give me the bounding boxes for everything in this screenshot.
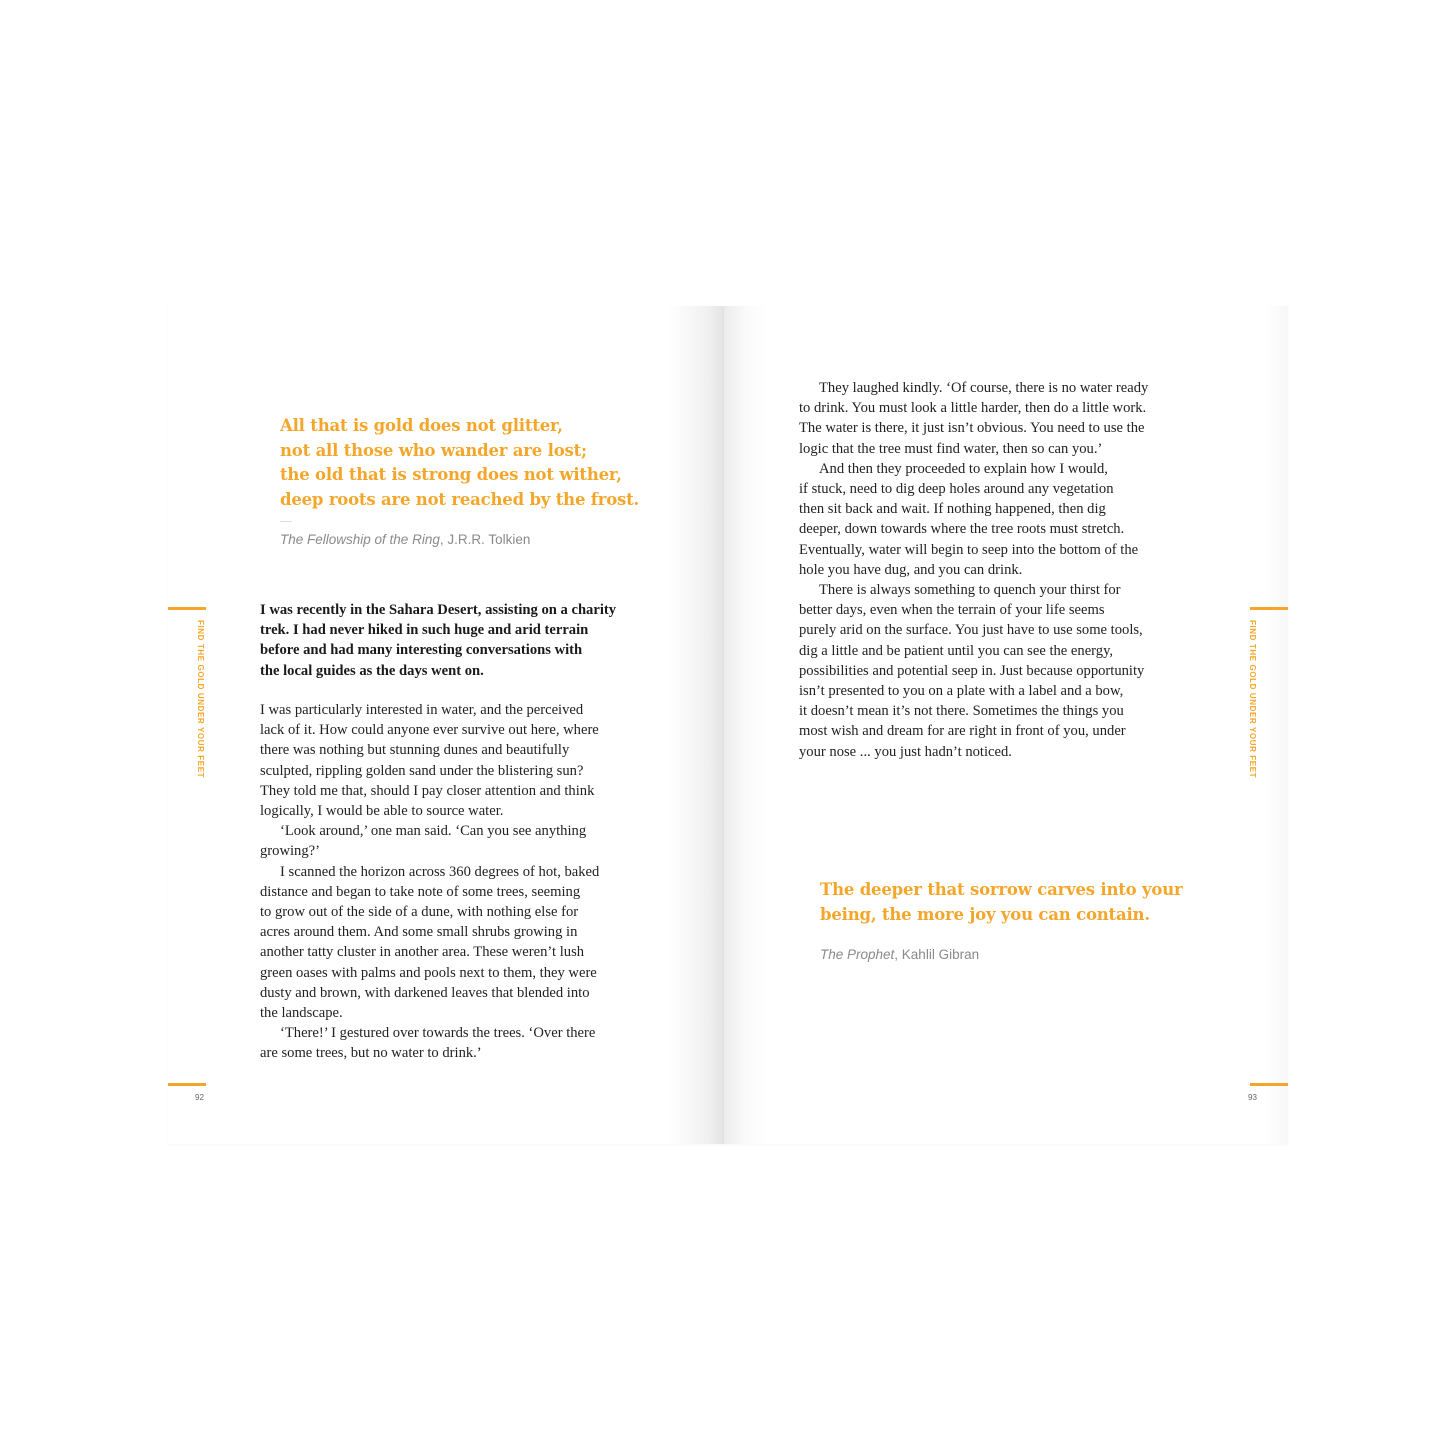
attribution-author: , Kahlil Gibran (894, 947, 980, 962)
quote-line: deep roots are not reached by the frost. (280, 489, 640, 509)
attribution-work: The Fellowship of the Ring (280, 532, 440, 547)
attribution-author: , J.R.R. Tolkien (439, 532, 531, 547)
text-line: I was recently in the Sahara Desert, assisting on a charity (260, 602, 617, 618)
text-line: acres around them. And some small shrubs growing in (260, 924, 578, 941)
text-line: The water is there, it just isn’t obvious. You need to use the (799, 420, 1145, 437)
text-line: logically, I would be able to source water. (260, 803, 504, 820)
text-line: to grow out of the side of a dune, with nothing else for (260, 904, 579, 921)
text-line: your nose ... you just hadn’t noticed. (799, 743, 1012, 760)
right-running-head: FIND THE GOLD UNDER YOUR FEET (1248, 620, 1257, 779)
text-line: They laughed kindly. ‘Of course, there is no water ready (819, 380, 1149, 396)
quote-line: being, the more joy you can contain. (820, 904, 1150, 924)
text-line: possibilities and potential seep in. Just because opportunity (799, 662, 1145, 679)
text-line: They told me that, should I pay closer attention and think (260, 782, 595, 799)
text-line: logic that the tree must find water, then so can you.’ (799, 440, 1103, 457)
left-intro-paragraph (260, 600, 616, 681)
left-quote-attribution (280, 532, 530, 547)
text-line: hole you have dug, and you can drink. (799, 561, 1023, 578)
text-line: the landscape. (260, 1005, 343, 1022)
quote-line: All that is gold does not glitter, (280, 416, 563, 435)
right-top-accent-bar (1250, 607, 1288, 610)
text-line: dig a little and be patient until you can see the energy, (799, 642, 1114, 659)
text-line: There is always something to quench your thirst for (819, 582, 1121, 599)
text-line: isn’t presented to you on a plate with a label and a bow, (799, 683, 1124, 700)
text-line: are some trees, but no water to drink.’ (260, 1045, 482, 1062)
text-line: And then they proceeded to explain how I would, (819, 460, 1108, 477)
text-line: there was nothing but stunning dunes and beautifully (260, 742, 570, 759)
right-body-text (799, 378, 1148, 762)
left-bottom-accent-bar (168, 1083, 206, 1086)
text-line: sculpted, rippling golden sand under the blistering sun? (260, 762, 584, 779)
text-line: distance and began to take note of some trees, seeming (260, 883, 581, 900)
text-line: the local guides as the days went on. (260, 662, 484, 679)
quote-line: The deeper that sorrow carves into your (820, 880, 1183, 899)
text-line: ‘Look around,’ one man said. ‘Can you see anything (280, 823, 587, 840)
text-line: I scanned the horizon across 360 degrees of hot, baked (280, 863, 600, 880)
text-line: better days, even when the terrain of your life seems (799, 602, 1105, 619)
left-body-text (260, 700, 599, 1064)
right-page-number: 93 (1248, 1093, 1257, 1102)
text-line: lack of it. How could anyone ever survive out here, where (260, 722, 599, 739)
left-epigraph-quote (280, 414, 639, 512)
right-bottom-accent-bar (1250, 1083, 1288, 1086)
text-line: another tatty cluster in another area. These weren’t lush (260, 944, 585, 961)
left-running-head: FIND THE GOLD UNDER YOUR FEET (196, 620, 205, 779)
text-line: growing?’ (260, 843, 320, 860)
left-top-accent-bar (168, 607, 206, 610)
text-line: I was particularly interested in water, and the perceived (260, 702, 584, 718)
text-line: Eventually, water will begin to seep into the bottom of the (799, 541, 1139, 558)
text-line: then sit back and wait. If nothing happened, then dig (799, 501, 1106, 518)
text-line: dusty and brown, with darkened leaves that blended into (260, 984, 590, 1001)
text-line: trek. I had never hiked in such huge and arid terrain (260, 622, 589, 639)
attribution-work: The Prophet (820, 947, 895, 962)
right-epigraph-quote (820, 878, 1183, 927)
text-line: purely arid on the surface. You just have to use some tools, (799, 622, 1143, 639)
text-line: deeper, down towards where the tree roots must stretch. (799, 521, 1125, 538)
text-line: most wish and dream for are right in front of you, under (799, 723, 1126, 740)
text-line: before and had many interesting conversations with (260, 642, 583, 659)
left-page-number: 92 (195, 1093, 204, 1102)
text-line: it doesn’t mean it’s not there. Sometimes the things you (799, 703, 1124, 720)
quote-line: the old that is strong does not wither, (280, 465, 622, 484)
quote-line: not all those who wander are lost; (280, 440, 587, 460)
text-line: to drink. You must look a little harder, then do a little work. (799, 400, 1147, 417)
text-line: if stuck, need to dig deep holes around any vegetation (799, 481, 1114, 498)
right-quote-attribution (820, 947, 979, 962)
text-line: ‘There!’ I gestured over towards the trees. ‘Over there (280, 1025, 596, 1042)
text-line: green oases with palms and pools next to them, they were (260, 964, 597, 981)
left-quote-rule (280, 521, 292, 522)
